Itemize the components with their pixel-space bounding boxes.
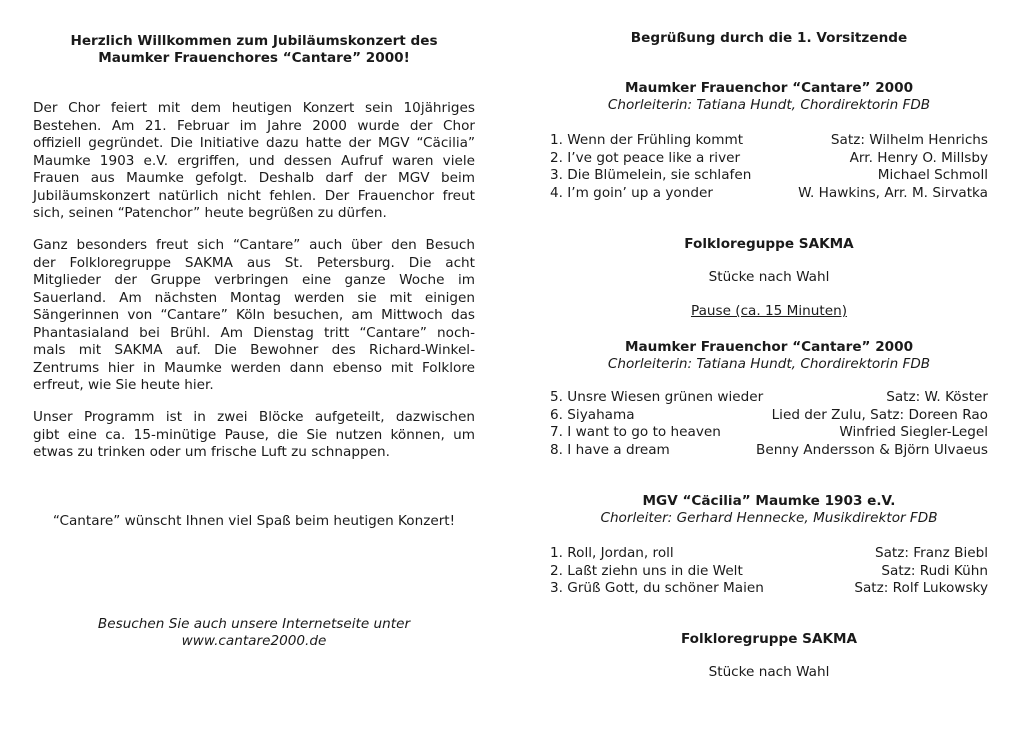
choir-name: Maumker Frauenchor “Cantare” 2000	[624, 339, 914, 355]
song-row	[550, 132, 988, 150]
paragraph-line: mals mit SAKMA auf. Die Bewohner des Richard-Winkel-	[33, 342, 475, 358]
song-title: 1. Roll, Jordan, roll	[550, 545, 674, 561]
song-row	[550, 167, 988, 185]
song-row	[550, 150, 988, 168]
song-row	[550, 185, 988, 203]
paragraph-line: Sauerland. Am nächsten Montag werden sie mit einigen	[33, 289, 475, 306]
left-page	[33, 0, 475, 730]
paragraph-line: Ganz besonders freut sich “Cantare” auch über den Besuch	[33, 237, 475, 253]
song-row	[550, 442, 988, 460]
conductor: Chorleiterin: Tatiana Hundt, Chordirektorin FDB	[607, 97, 931, 113]
song-credit: Satz: Rolf Lukowsky	[854, 580, 988, 596]
song-title: 3. Die Blümelein, sie schlafen	[550, 167, 752, 183]
welcome-title-line-2: Maumker Frauenchores “Cantare” 2000!	[98, 50, 410, 66]
welcome-title-line-1: Herzlich Willkommen zum Jubiläumskonzert des	[70, 33, 438, 49]
song-row	[550, 389, 988, 407]
closing-wish: “Cantare” wünscht Ihnen viel Spaß beim heutigen Konzert!	[52, 513, 456, 529]
paragraph-line: gibt eine ca. 15-minütige Pause, die Sie nutzen können, um	[33, 426, 475, 443]
song-title: 1. Wenn der Frühling kommt	[550, 132, 744, 148]
song-credit: Benny Andersson & Björn Ulvaeus	[756, 441, 988, 458]
paragraph-line: Unser Programm ist in zwei Blöcke aufgeteilt, dazwischen	[33, 409, 475, 425]
right-page-program	[550, 0, 988, 730]
pieces-note: Stücke nach Wahl	[708, 269, 830, 285]
intermission	[550, 303, 988, 321]
conductor: Chorleiter: Gerhard Hennecke, Musikdirektor FDB	[600, 510, 938, 526]
intermission-label: Pause (ca. 15 Minuten)	[690, 303, 848, 319]
song-row	[550, 580, 988, 598]
choir-name: Maumker Frauenchor “Cantare” 2000	[624, 80, 914, 96]
paragraph-line: der Folkloregruppe SAKMA aus St. Petersburg. Die acht	[33, 254, 475, 271]
song-title: 4. I’m goin’ up a yonder	[550, 184, 713, 201]
song-credit: W. Hawkins, Arr. M. Sirvatka	[798, 184, 988, 201]
paragraph-line: sich, seinen “Patenchor” heute begrüßen zu dürfen.	[33, 205, 387, 221]
group-name: Folkloregruppe SAKMA	[680, 631, 858, 647]
group-name: Folkloreguppe SAKMA	[684, 236, 854, 252]
paragraph-line: erfreut, wie Sie heute hier.	[33, 377, 214, 393]
song-credit: Winfried Siegler-Legel	[839, 424, 988, 440]
song-title: 6. Siyahama	[550, 406, 635, 423]
song-title: 8. I have a dream	[550, 441, 670, 458]
paragraph-line: Der Chor feiert mit dem heutigen Konzert sein 10jähriges	[33, 100, 475, 116]
song-credit: Satz: Rudi Kühn	[881, 562, 988, 579]
choir-name: MGV “Cäcilia” Maumke 1903 e.V.	[642, 493, 896, 509]
paragraph-line: Bestehen. Am 21. Februar im Jahre 2000 wurde der Chor	[33, 117, 475, 134]
pieces-note: Stücke nach Wahl	[708, 664, 830, 680]
song-title: 5. Unsre Wiesen grünen wieder	[550, 389, 764, 405]
opening-greeting: Begrüßung durch die 1. Vorsitzende	[630, 30, 908, 46]
song-row	[550, 545, 988, 563]
paragraph-line: Frauen aus Maumke gefolgt. Deshalb darf der MGV beim	[33, 170, 475, 186]
song-credit: Satz: W. Köster	[886, 389, 988, 405]
song-title: 3. Grüß Gott, du schöner Maien	[550, 580, 764, 596]
paragraph-line: Sängerinnen von “Cantare” Köln besuchen, am Mittwoch das	[33, 307, 475, 323]
paragraph-line: Jubiläumskonzert natürlich nicht fehlen. Der Frauenchor freut	[33, 187, 475, 204]
website-url: www.cantare2000.de	[181, 633, 327, 649]
paragraph-line: offiziell gegründet. Die Initiative dazu hatte der MGV “Cäcilia”	[33, 135, 475, 151]
song-title: 7. I want to go to heaven	[550, 424, 721, 440]
paragraph-line: Phantasialand bei Brühl. Am Dienstag tritt “Cantare” noch-	[33, 324, 475, 341]
song-title: 2. Laßt ziehn uns in die Welt	[550, 562, 743, 579]
paragraph-line: etwas zu trinken oder um frische Luft zu schnappen.	[33, 444, 390, 460]
conductor: Chorleiterin: Tatiana Hundt, Chordirektorin FDB	[607, 356, 931, 372]
song-row	[550, 424, 988, 442]
song-credit: Arr. Henry O. Millsby	[849, 149, 988, 166]
paragraph-line: Zentrums hier in Maumke werden dann ebenso mit Folklore	[33, 359, 475, 376]
song-credit: Satz: Franz Biebl	[874, 545, 988, 561]
song-credit: Michael Schmoll	[877, 167, 988, 183]
song-credit: Lied der Zulu, Satz: Doreen Rao	[771, 406, 988, 423]
website-note: Besuchen Sie auch unsere Internetseite unter	[97, 616, 411, 632]
song-row	[550, 407, 988, 425]
paragraph-line: Mitglieder der Gruppe verbringen eine ganze Woche im	[33, 272, 475, 288]
song-credit: Satz: Wilhelm Henrichs	[830, 132, 988, 148]
paragraph-line: Maumke 1903 e.V. ergriffen, und dessen Aufruf waren viele	[33, 152, 475, 169]
song-title: 2. I’ve got peace like a river	[550, 149, 741, 166]
song-row	[550, 563, 988, 581]
